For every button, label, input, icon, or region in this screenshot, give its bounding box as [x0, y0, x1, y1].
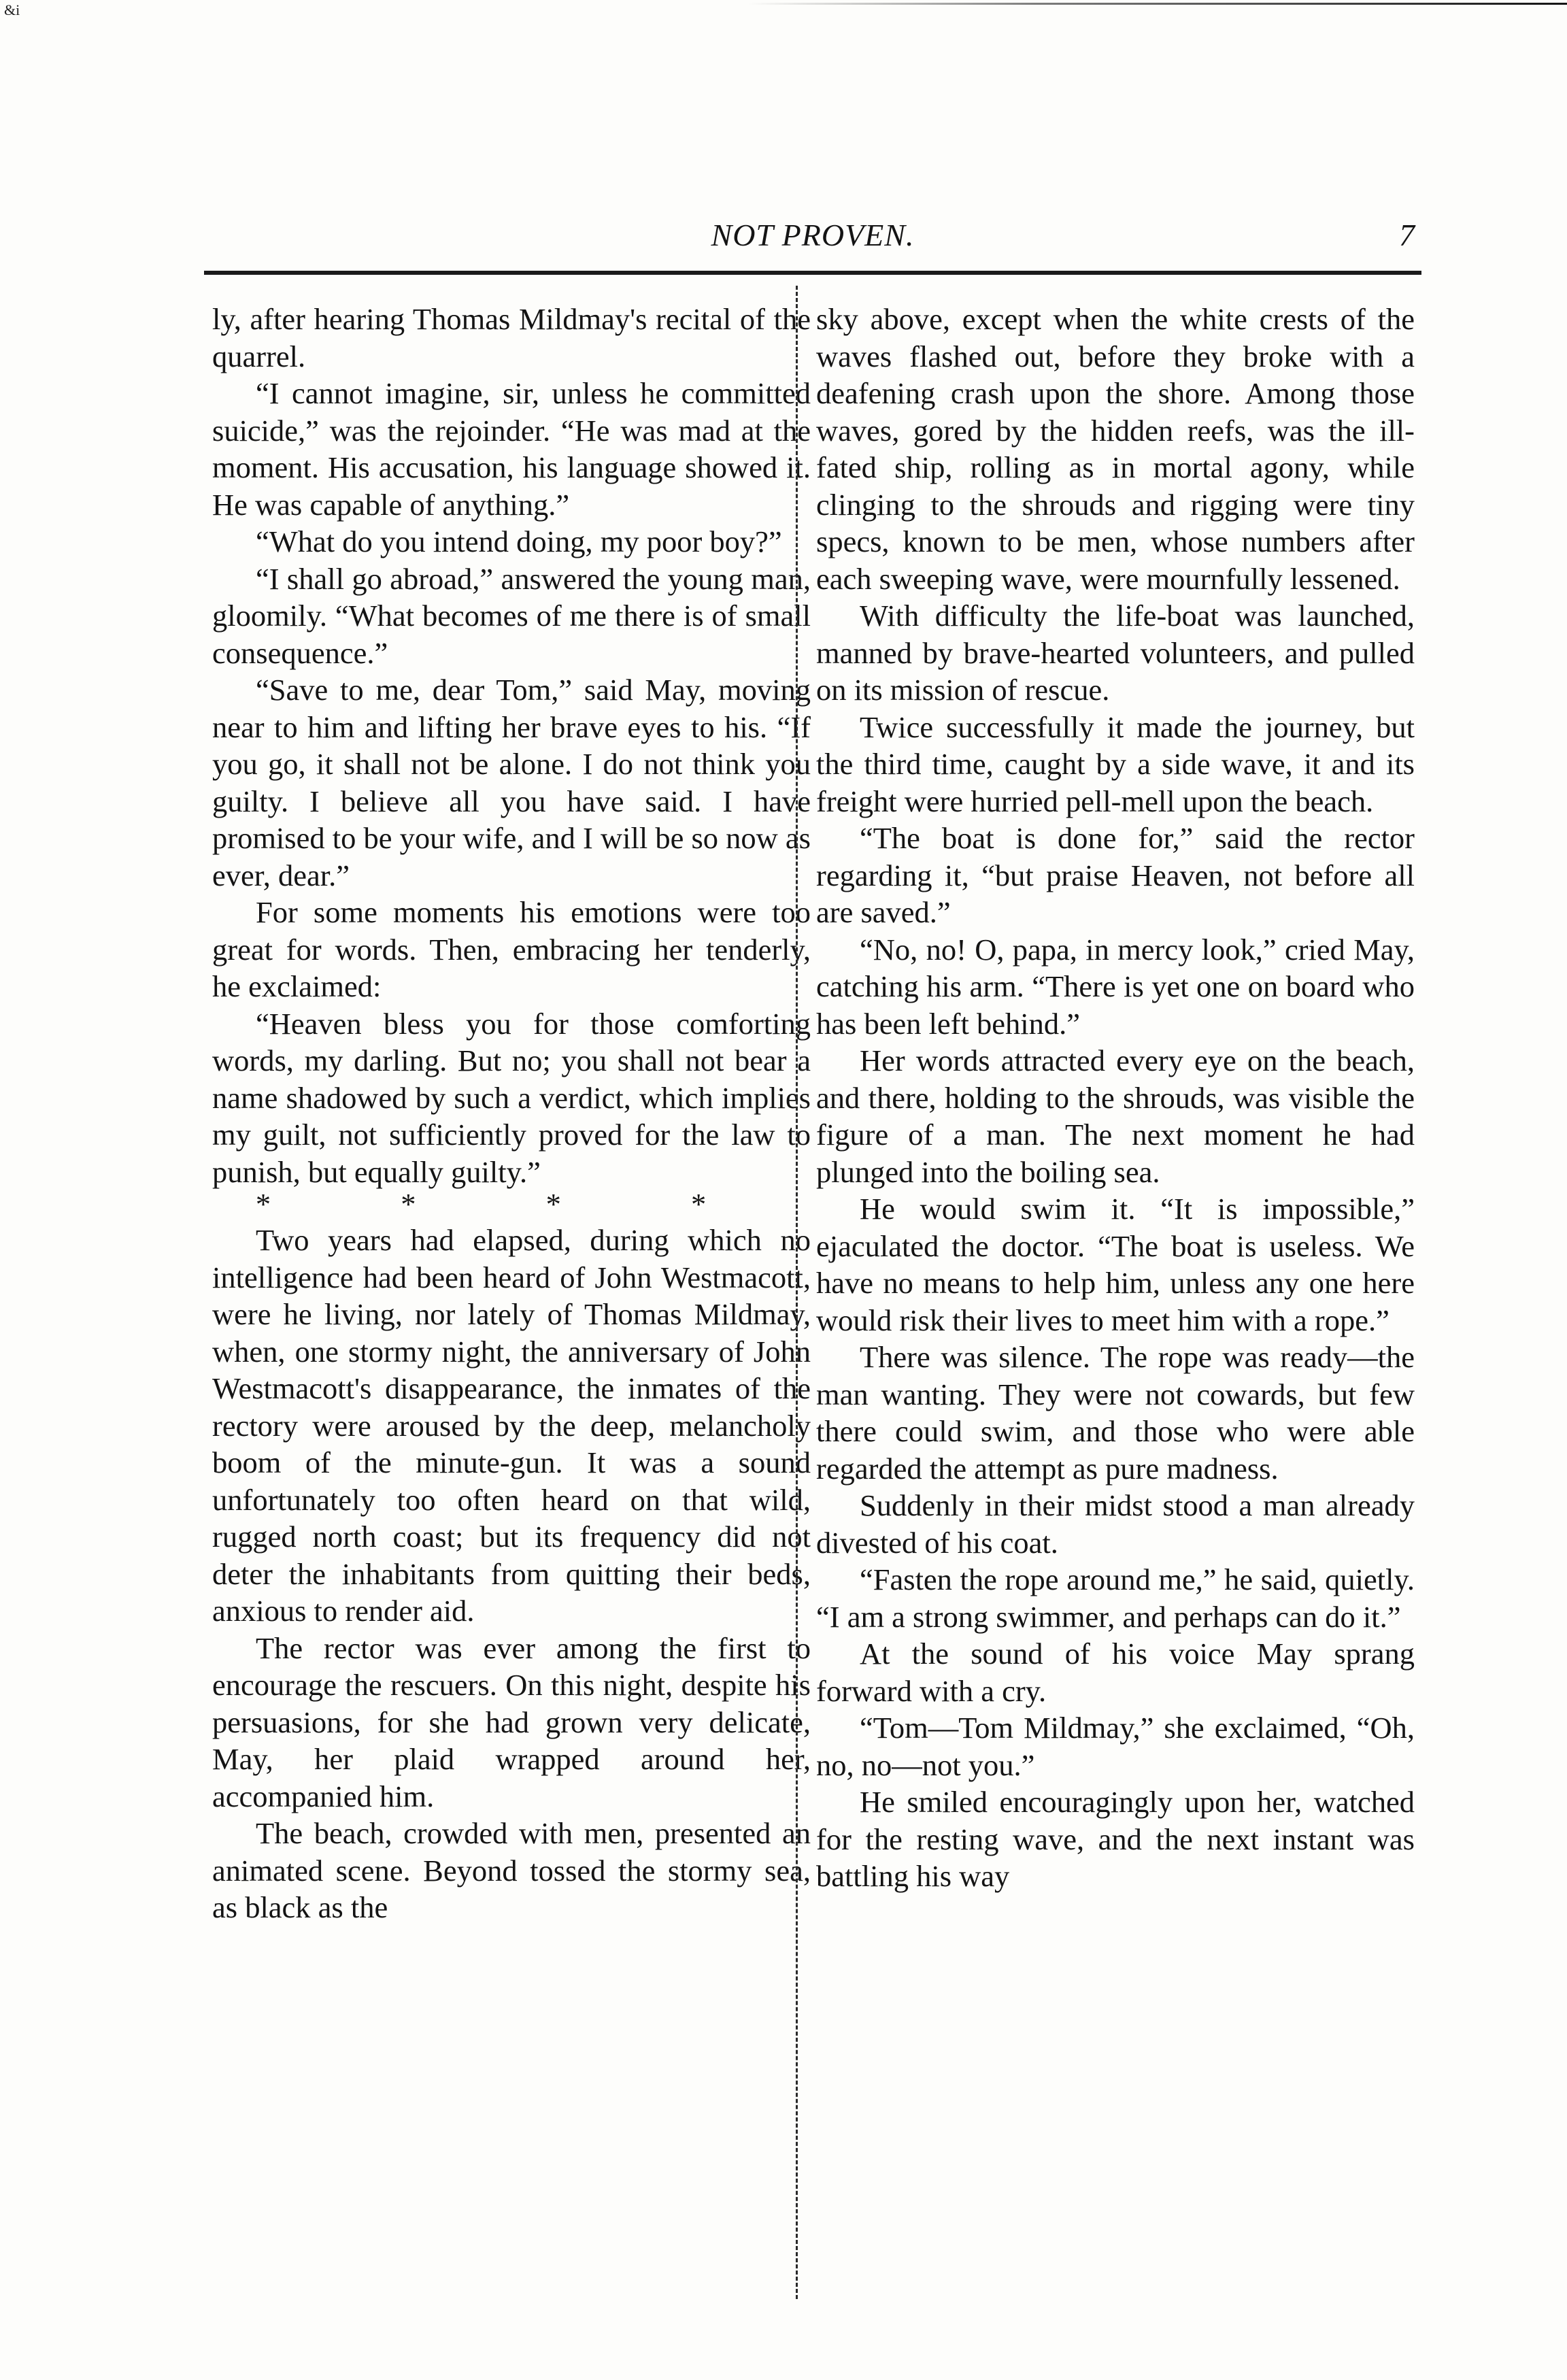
paragraph: Two years had elapsed, during which no intelligence had been heard of John Westmacott, were he living, nor lately of Thomas Mildmay, when, one stormy night, the anniversary of John Westmacott's disappearance, the inmates of the rectory were aroused by the deep, melancholy boom of the minute-gun. It was a sound unfortunately too often heard on that wild, rugged north coast; but its frequency did not deter the inhabitants from quitting their beds, anxious to render aid. [212, 1223, 811, 1628]
paragraph: For some moments his emotions were too great for words. Then, embracing her tenderly, he exclaimed: [212, 895, 811, 1003]
paragraph: “Heaven bless you for those comforting words, my darling. But no; you shall not bear a name shadowed by such a verdict, which implies my guilt, not sufficiently proved for the law to punish, but equally guilty.” [212, 1006, 811, 1189]
paragraph: Twice successfully it made the journey, but the third time, caught by a side wave, it and its freight were hurried pell-mell upon the beach. [816, 709, 1415, 818]
left-column [212, 301, 811, 1926]
running-title: NOT PROVEN. [711, 218, 915, 252]
paragraph: “I shall go abroad,” answered the young man, gloomily. “What becomes of me there is of small consequence.” [212, 561, 811, 670]
paragraph: The rector was ever among the first to encourage the rescuers. On this night, despite his persuasions, for she had grown very delicate, May, her plaid wrapped around her, accompanied him. [212, 1630, 811, 1813]
paragraph: “Fasten the rope around me,” he said, quietly. “I am a strong swimmer, and perhaps can do it.” [816, 1562, 1415, 1634]
paragraph: “No, no! O, papa, in mercy look,” cried May, catching his arm. “There is yet one on board who has been left behind.” [816, 932, 1415, 1041]
paragraph: He smiled encouragingly upon her, watched for the resting wave, and the next instant was battling his way [816, 1785, 1415, 1893]
paragraph: “The boat is done for,” said the rector regarding it, “but praise Heaven, not before all are saved.” [816, 821, 1415, 929]
page-number: 7 [1399, 218, 1415, 252]
paragraph: With difficulty the life-boat was launched, manned by brave-hearted volunteers, and pulled on its mission of rescue. [816, 599, 1415, 707]
corner-mark: &i [4, 1, 20, 18]
section-break-asterisks: * * * * [255, 1187, 768, 1221]
paragraph: “What do you intend doing, my poor boy?” [256, 524, 782, 558]
paragraph: There was silence. The rope was ready—the man wanting. They were not cowards, but few there could swim, and those who were able regarded the attempt as pure madness. [816, 1340, 1415, 1486]
paragraph: “Tom—Tom Mildmay,” she exclaimed, “Oh, no, no—not you.” [816, 1711, 1415, 1782]
paragraph: He would swim it. “It is impossible,” ejaculated the doctor. “The boat is useless. We have no means to help him, unless any one here would risk their lives to meet him with a rope.” [816, 1192, 1415, 1337]
paragraph: “I cannot imagine, sir, unless he committed suicide,” was the rejoinder. “He was mad at the moment. His accusation, his language showed it. He was capable of anything.” [212, 376, 811, 522]
paragraph: At the sound of his voice May sprang forward with a cry. [816, 1637, 1415, 1708]
paragraph: The beach, crowded with men, presented an animated scene. Beyond tossed the stormy sea, as black as the [212, 1816, 811, 1924]
paragraph: Her words attracted every eye on the beach, and there, holding to the shrouds, was visible the figure of a man. The next moment he had plunged into the boiling sea. [816, 1043, 1415, 1189]
paragraph: “Save to me, dear Tom,” said May, moving near to him and lifting her brave eyes to his. “If you go, it shall not be alone. I do not think you guilty. I believe all you have said. I have promised to be your wife, and I will be so now as ever, dear.” [212, 673, 811, 892]
right-column [816, 301, 1415, 1895]
column-divider [796, 286, 798, 2299]
paragraph: sky above, except when the white crests of the waves flashed out, before they broke with a deafening crash upon the shore. Among those waves, gored by the hidden reefs, was the ill-fated ship, rolling as in mortal agony, while clinging to the shrouds and rigging were tiny specs, known to be men, whose numbers after each sweeping wave, were mournfully lessened. [816, 302, 1415, 596]
page-header [204, 216, 1421, 257]
paragraph: Suddenly in their midst stood a man already divested of his coat. [816, 1488, 1415, 1560]
header-rule [204, 271, 1421, 275]
top-edge-rule [748, 3, 1567, 5]
paragraph: ly, after hearing Thomas Mildmay's recital of the quarrel. [212, 302, 811, 373]
